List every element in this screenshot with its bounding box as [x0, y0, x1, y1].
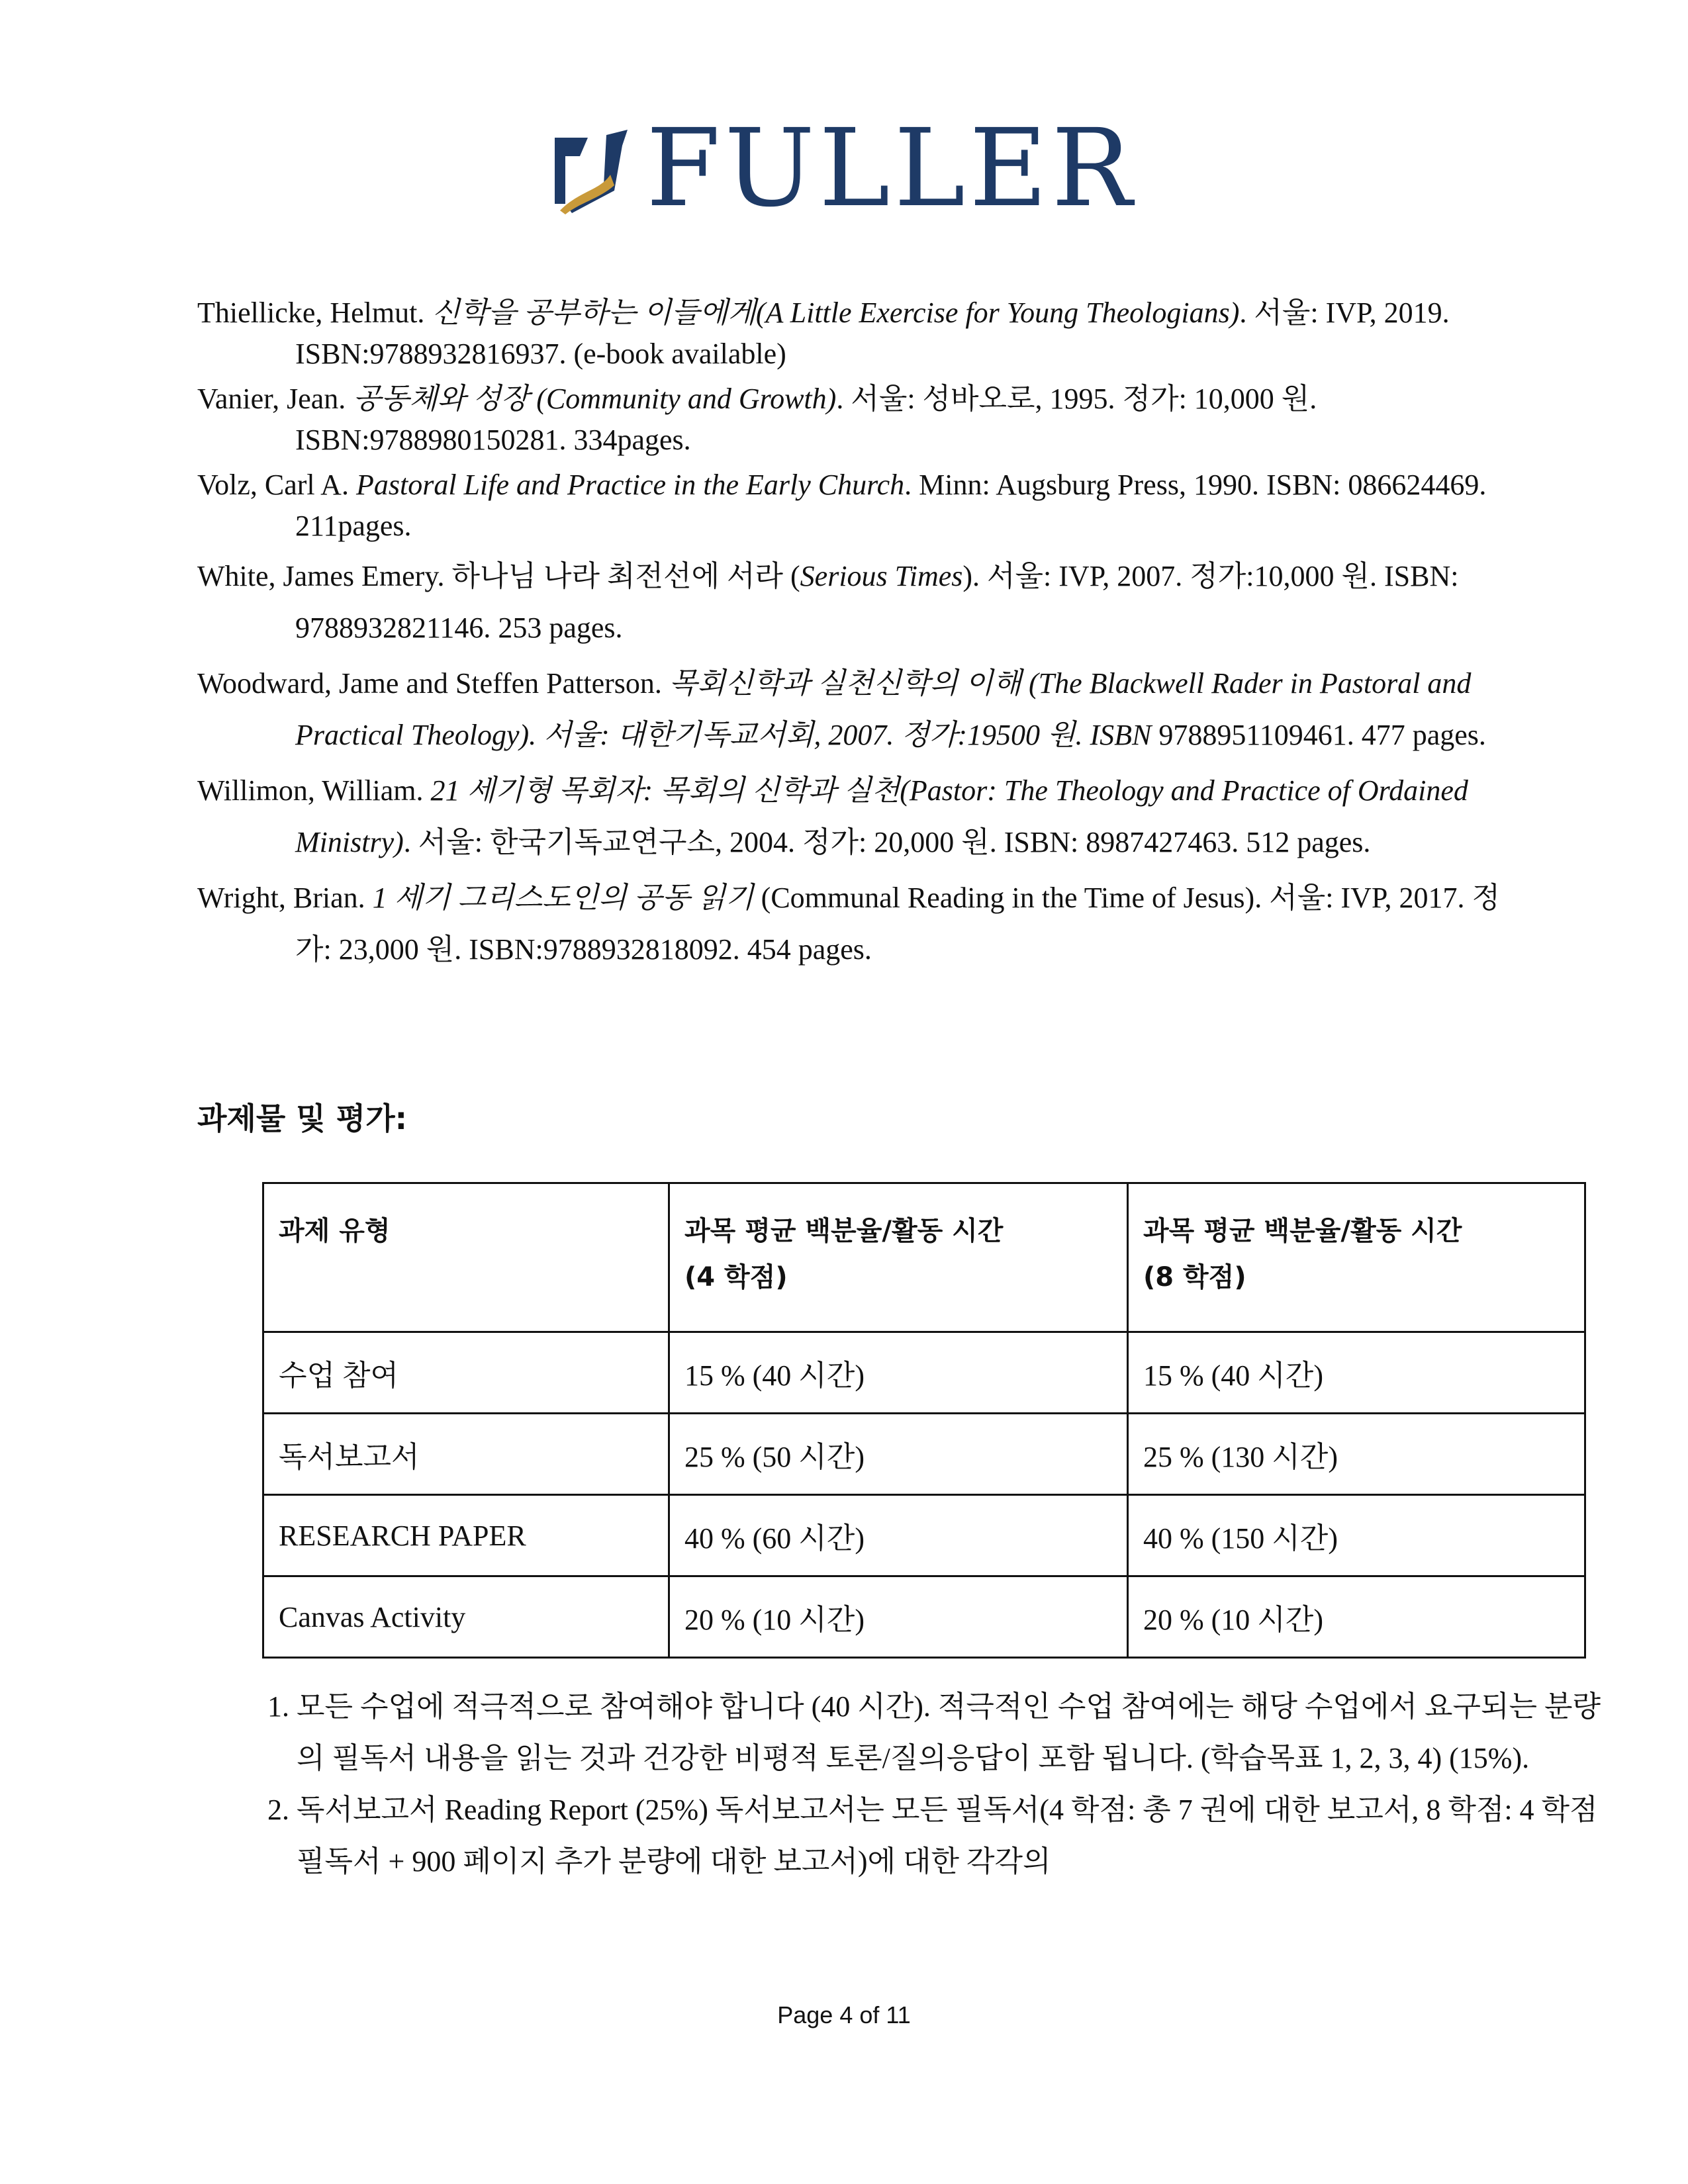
bib-entry: Thiellicke, Helmut. 신학을 공부하는 이들에게(A Little Exercise for Young Theologians). 서울: IVP, 2019. ISBN:9788932816937. (e-book available)	[197, 296, 1450, 370]
page-number: Page 4 of 11	[777, 2001, 911, 2028]
bib-entry: Willimon, William. 21 세기형 목회자: 목회의 신학과 실천(Pastor: The Theology and Practice of Ordained Ministry). 서울: 한국기독교연구소, 2004. 정가: 20,000 원. ISBN: 8987427463. 512 pages.	[197, 774, 1468, 858]
fuller-logo	[553, 107, 1137, 231]
table-row	[263, 1332, 1585, 1414]
bib-entry: Wright, Brian. 1 세기 그리스도인의 공동 읽기 (Communal Reading in the Time of Jesus). 서울: IVP, 2017. 정가: 23,000 원. ISBN:9788932818092. 454 pages.	[197, 882, 1500, 966]
grading-table	[262, 1182, 1586, 1659]
cell-8-credit: 25 % (130 시간)	[1128, 1414, 1585, 1495]
table-row	[263, 1414, 1585, 1495]
cell-4-credit: 15 % (40 시간)	[669, 1332, 1128, 1414]
table-row	[263, 1576, 1585, 1658]
bibliography	[197, 293, 1521, 979]
bib-entry: Vanier, Jean. 공동체와 성장 (Community and Growth). 서울: 성바오로, 1995. 정가: 10,000 원. ISBN:9788980150281. 334pages.	[197, 383, 1317, 456]
bib-entry: White, James Emery. 하나님 나라 최전선에 서라 (Serious Times). 서울: IVP, 2007. 정가:10,000 원. ISBN: 9788932821146. 253 pages.	[197, 560, 1459, 644]
cell-4-credit: 25 % (50 시간)	[669, 1414, 1128, 1495]
cell-assignment: Canvas Activity	[263, 1576, 669, 1658]
requirement-item: 1. 모든 수업에 적극적으로 참여해야 합니다 (40 시간). 적극적인 수업 참여에는 해당 수업에서 요구되는 분량의 필독서 내용을 읽는 것과 건강한 비평적 토론/질의응답이 포함 됩니다. (학습목표 1, 2, 3, 4) (15%).	[297, 1681, 1620, 1784]
cell-4-credit: 40 % (60 시간)	[669, 1495, 1128, 1576]
table-header-row	[263, 1183, 1585, 1332]
cell-assignment: RESEARCH PAPER	[263, 1495, 669, 1576]
requirement-item: 2. 독서보고서 Reading Report (25%) 독서보고서는 모든 필독서(4 학점: 총 7 권에 대한 보고서, 8 학점: 4 학점 필독서 + 900 페이지 추가 분량에 대한 보고서)에 대한 각각의	[297, 1784, 1620, 1888]
cell-8-credit: 20 % (10 시간)	[1128, 1576, 1585, 1658]
fuller-emblem-icon	[553, 130, 633, 217]
cell-8-credit: 15 % (40 시간)	[1128, 1332, 1585, 1414]
table-row	[263, 1495, 1585, 1576]
header-assignment-type: 과제 유형	[263, 1183, 669, 1332]
cell-4-credit: 20 % (10 시간)	[669, 1576, 1128, 1658]
cell-assignment: 독서보고서	[263, 1414, 669, 1495]
requirements-list	[197, 1681, 1620, 1888]
assignments-heading: 과제물 및 평가:	[197, 1101, 408, 1136]
fuller-wordmark: FULLER	[646, 107, 1137, 231]
header-4-credit: 과목 평균 백분율/활동 시간 (4 학점)	[669, 1183, 1128, 1332]
bib-entry: Woodward, Jame and Steffen Patterson. 목회신학과 실천신학의 이해 (The Blackwell Rader in Pastoral and Practical Theology). 서울: 대한기독교서회, 2007. 정가:19500 원. ISBN 9788951109461. 477 pages.	[197, 667, 1486, 751]
cell-8-credit: 40 % (150 시간)	[1128, 1495, 1585, 1576]
bib-entry: Volz, Carl A. Pastoral Life and Practice in the Early Church. Minn: Augsburg Press, 1990. ISBN: 086624469. 211pages.	[197, 469, 1487, 542]
header-8-credit: 과목 평균 백분율/활동 시간 (8 학점)	[1128, 1183, 1585, 1332]
cell-assignment: 수업 참여	[263, 1332, 669, 1414]
